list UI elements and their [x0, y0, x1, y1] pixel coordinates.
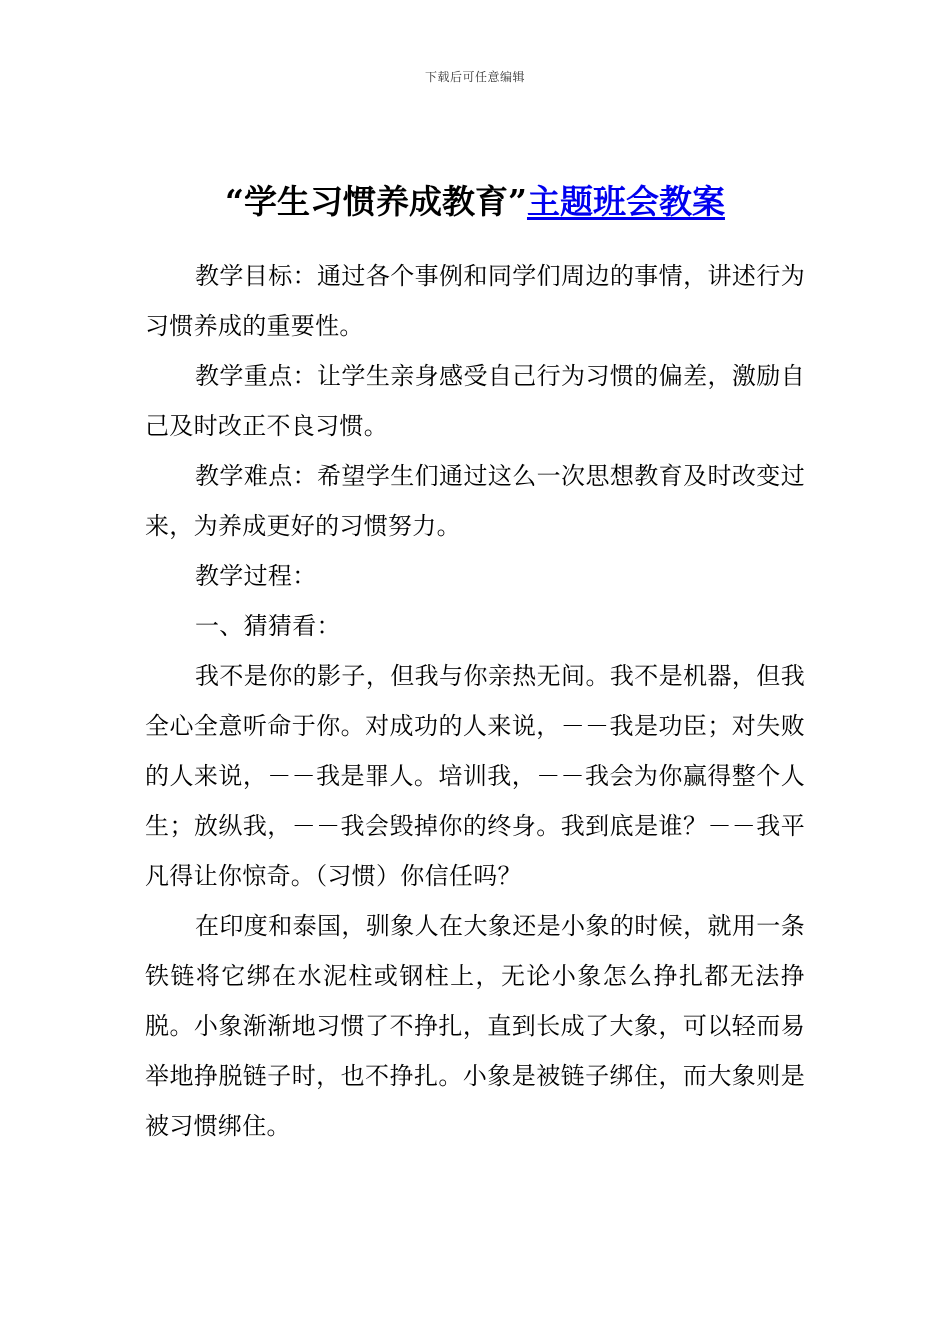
paragraph-riddle: 我不是你的影子，但我与你亲热无间。我不是机器，但我全心全意听命于你。对成功的人来说，－－我是功臣；对失败的人来说，－－我是罪人。培训我，－－我会为你赢得整个人生；放纵我，－－我会毁掉你的终身。我到底是谁？－－我平凡得让你惊奇。（习惯）你信任吗？ [145, 662, 805, 890]
paragraph-teaching-difficulty: 教学难点：希望学生们通过这么一次思想教育及时改变过来，为养成更好的习惯努力。 [145, 462, 805, 540]
title-prefix: “学生习惯养成教育” [225, 182, 527, 221]
paragraph-teaching-process: 教学过程： [195, 562, 317, 590]
paragraph-section-guess: 一、猜猜看： [195, 612, 341, 640]
page-title [0, 176, 950, 228]
title-link[interactable]: 主题班会教案 [526, 182, 725, 221]
header-note: 下载后可任意编辑 [424, 70, 525, 84]
paragraph-teaching-focus: 教学重点：让学生亲身感受自己行为习惯的偏差，激励自己及时改正不良习惯。 [145, 362, 805, 440]
document-body [145, 251, 805, 1151]
paragraph-teaching-goal: 教学目标：通过各个事例和同学们周边的事情，讲述行为习惯养成的重要性。 [145, 262, 805, 340]
paragraph-elephant-story: 在印度和泰国，驯象人在大象还是小象的时候，就用一条铁链将它绑在水泥柱或钢柱上，无论小象怎么挣扎都无法挣脱。小象渐渐地习惯了不挣扎，直到长成了大象，可以轻而易举地挣脱链子时，也不挣扎。小象是被链子绑住，而大象则是被习惯绑住。 [145, 912, 805, 1140]
